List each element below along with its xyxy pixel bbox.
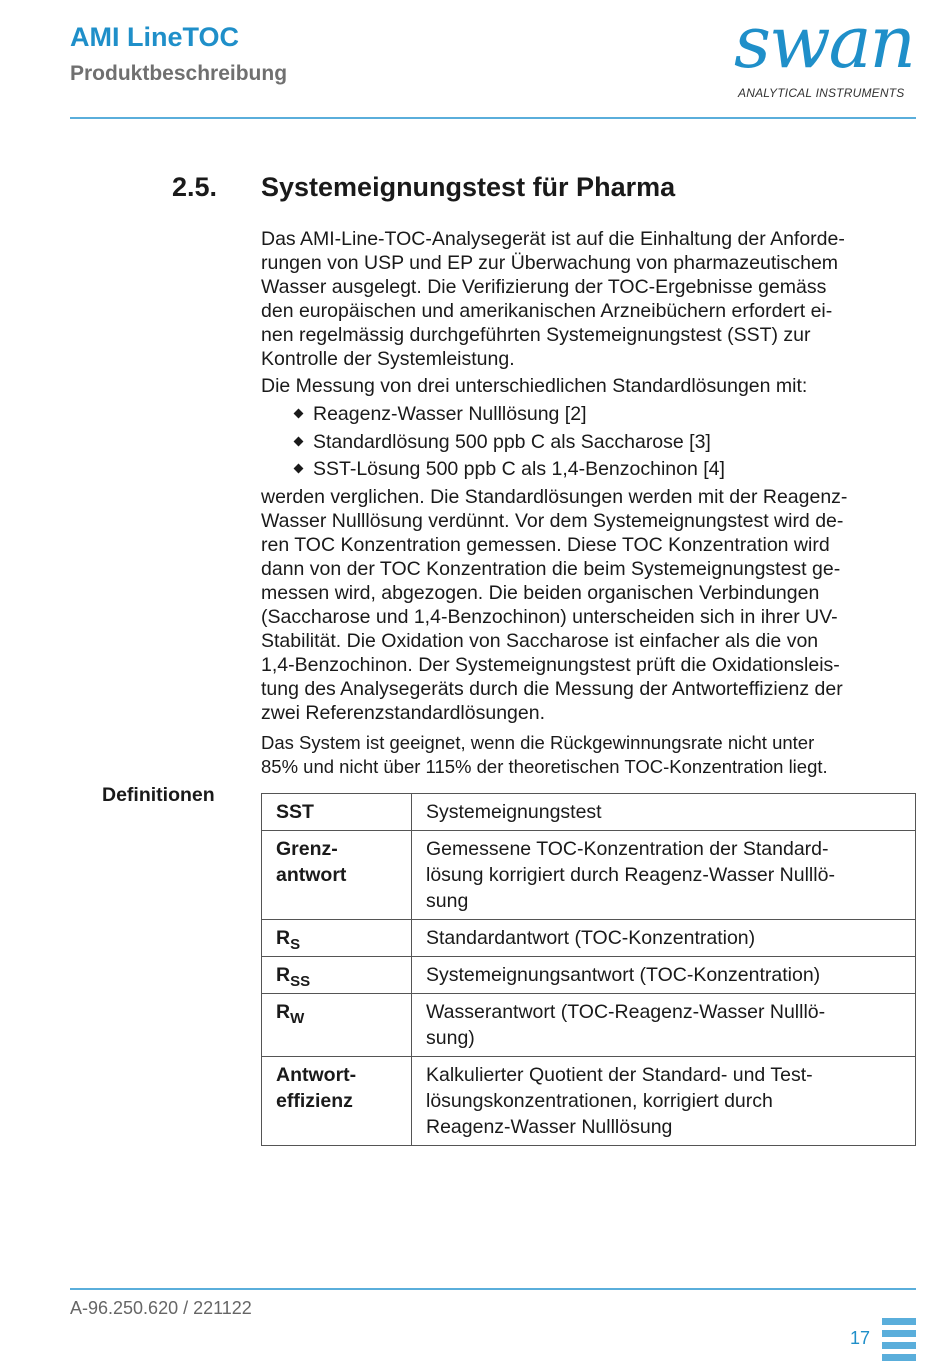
page-stripes-icon <box>882 1318 916 1366</box>
page-number: 17 <box>850 1328 871 1348</box>
text-line: tung des Analysegeräts durch die Messung der Antworteffizienz der <box>261 678 843 700</box>
bullet-diamond-icon <box>294 464 304 474</box>
text-line: dann von der TOC Konzentration die beim Systemeignungstest ge- <box>261 558 841 580</box>
paragraph-criteria <box>261 731 916 779</box>
section-number: 2.5. <box>172 172 218 202</box>
bullet-text: Reagenz-Wasser Nulllösung [2] <box>313 403 587 425</box>
definition-description: Kalkulierter Quotient der Standard- und Test- lösungskonzentrationen, korrigiert durch Reagenz-Wasser Nulllösung <box>412 1057 916 1146</box>
text-line: den europäischen und amerikanischen Arzneibüchern erfordert ei- <box>261 300 833 322</box>
table-row <box>262 957 916 994</box>
logo-tagline: ANALYTICAL INSTRUMENTS <box>738 86 905 100</box>
definition-description: Gemessene TOC-Konzentration der Standard- lösung korrigiert durch Reagenz-Wasser Nulllö- sung <box>412 831 916 920</box>
definition-term: SST <box>262 794 412 831</box>
text-line: messen wird, abgezogen. Die beiden organischen Verbindungen <box>261 582 820 604</box>
text-line: Wasser Nulllösung verdünnt. Vor dem Systemeignungstest wird de- <box>261 510 844 532</box>
table-row <box>262 1057 916 1146</box>
table-row <box>262 794 916 831</box>
document-title: AMI LineTOC <box>70 22 240 52</box>
text-line: rungen von USP und EP zur Überwachung von pharmazeutischem <box>261 252 839 274</box>
text-line: 1,4-Benzochinon. Der Systemeignungstest prüft die Oxidationsleis- <box>261 654 840 676</box>
definition-term: $R_{SS}$ <box>262 957 412 994</box>
logo-wordmark: swan <box>734 0 914 84</box>
definition-term: $R_S$ <box>262 920 412 957</box>
bullet-item <box>295 457 725 481</box>
table-row <box>262 994 916 1057</box>
definition-term: Antwort- effizienz <box>262 1057 412 1146</box>
swan-logo <box>732 0 918 102</box>
text-line: Kontrolle der Systemleistung. <box>261 348 515 370</box>
text-line: Das AMI-Line-TOC-Analysegerät ist auf die Einhaltung der Anforde- <box>261 228 845 250</box>
definition-term: $R_W$ <box>262 994 412 1057</box>
text-line: Das System ist geeignet, wenn die Rückgewinnungsrate nicht unter <box>261 732 815 753</box>
definition-term: Grenz- antwort <box>262 831 412 920</box>
paragraph-intro <box>261 227 916 371</box>
bullet-text: Standardlösung 500 ppb C als Saccharose [3] <box>313 431 711 453</box>
text-line: Stabilität. Die Oxidation von Saccharose ist einfacher als die von <box>261 630 819 652</box>
text-line: (Saccharose und 1,4-Benzochinon) unterscheiden sich in ihrer UV- <box>261 606 838 628</box>
definition-description: Systemeignungsantwort (TOC-Konzentration) <box>412 957 916 994</box>
table-row <box>262 920 916 957</box>
text-line: 85% und nicht über 115% der theoretischen TOC-Konzentration liegt. <box>261 756 828 777</box>
text-line: zwei Referenzstandardlösungen. <box>261 702 546 724</box>
text-line: nen regelmässig durchgeführten Systemeignungstest (SST) zur <box>261 324 811 346</box>
definition-description: Standardantwort (TOC-Konzentration) <box>412 920 916 957</box>
table-row <box>262 831 916 920</box>
paragraph-description <box>261 485 916 725</box>
bullet-item <box>295 430 711 454</box>
text-line: werden verglichen. Die Standardlösungen werden mit der Reagenz- <box>261 486 848 508</box>
definitions-label: Definitionen <box>102 784 215 806</box>
bullet-item <box>295 402 587 426</box>
bullet-text: SST-Lösung 500 ppb C als 1,4-Benzochinon [4] <box>313 458 725 480</box>
section-title: Systemeignungstest für Pharma <box>261 172 676 202</box>
bullet-diamond-icon <box>294 409 304 419</box>
document-code: A-96.250.620 / 221122 <box>70 1298 252 1318</box>
text-line: Die Messung von drei unterschiedlichen Standardlösungen mit: <box>261 375 808 397</box>
text-line: ren TOC Konzentration gemessen. Diese TOC Konzentration wird <box>261 534 830 556</box>
definition-description: Systemeignungstest <box>412 794 916 831</box>
list-intro <box>261 374 916 398</box>
document-subtitle: Produktbeschreibung <box>70 62 288 85</box>
bullet-diamond-icon <box>294 437 304 447</box>
definition-description: Wasserantwort (TOC-Reagenz-Wasser Nulllö- sung) <box>412 994 916 1057</box>
header-rule <box>70 117 916 119</box>
footer-rule <box>70 1288 916 1290</box>
definitions-table <box>261 793 916 1146</box>
text-line: Wasser ausgelegt. Die Verifizierung der TOC-Ergebnisse gemäss <box>261 276 827 298</box>
